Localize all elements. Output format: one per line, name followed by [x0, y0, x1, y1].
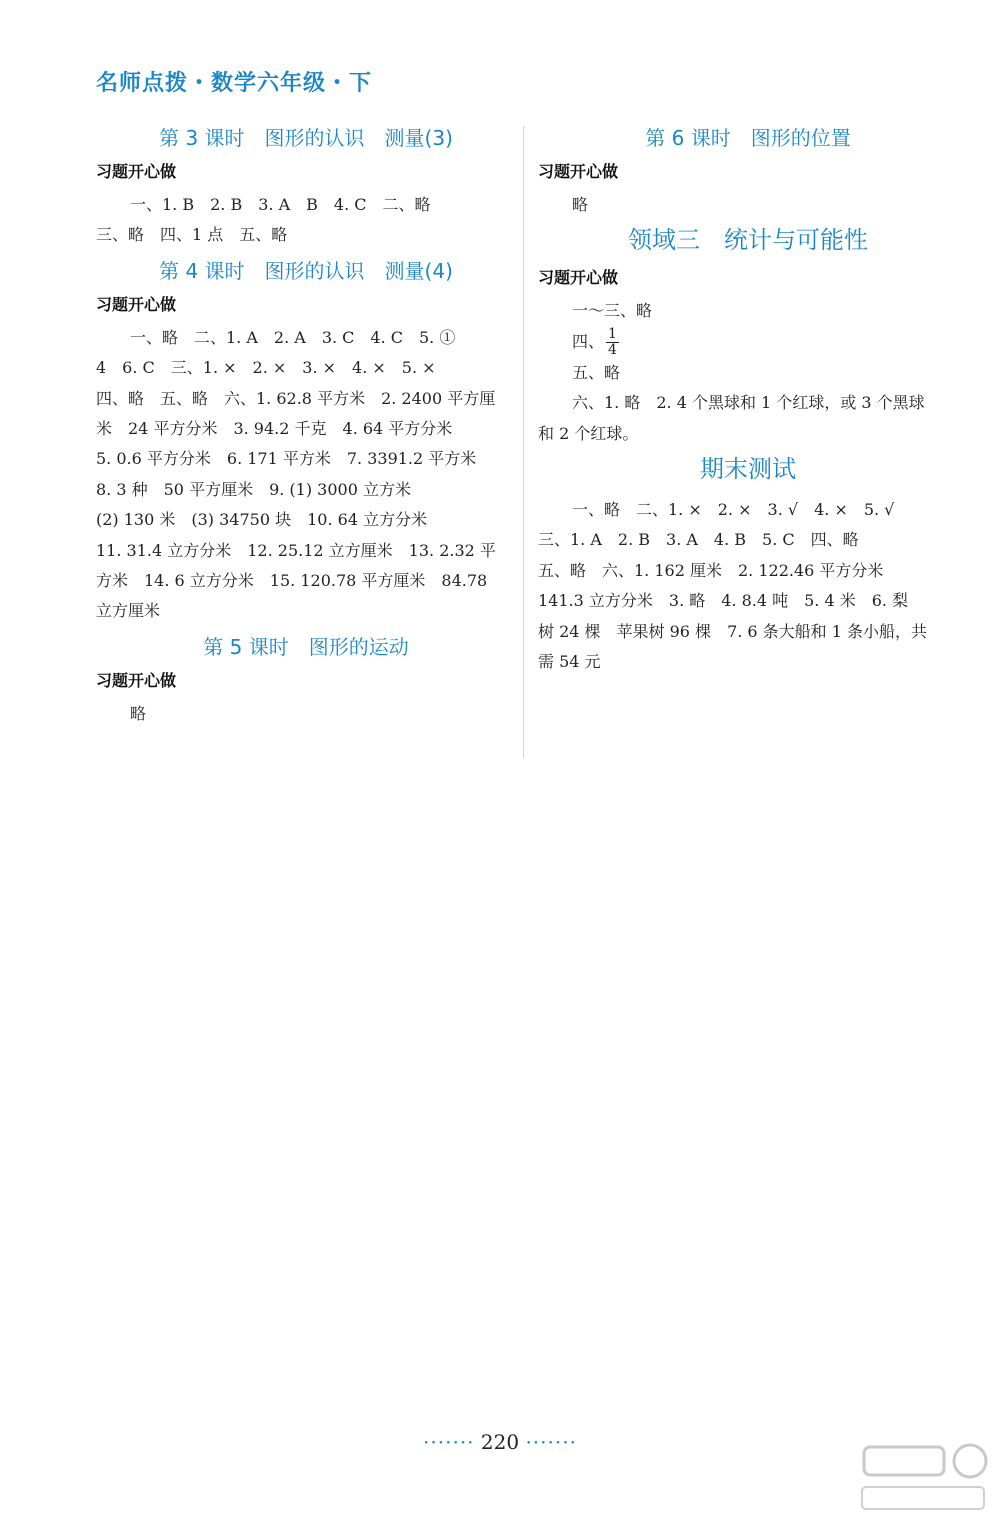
- lesson-4-subheading: 习题开心做: [96, 294, 177, 314]
- footer-dots-right: ·······: [525, 1430, 577, 1454]
- fraction-numerator: 1: [608, 325, 617, 342]
- lesson-4-line-10: 立方厘米: [96, 601, 161, 621]
- domain-3-line-5: 和 2 个红球。: [538, 423, 639, 443]
- final-test-title: 期末测试: [700, 455, 796, 484]
- footer-dots-left: ·······: [423, 1430, 475, 1454]
- fraction-denominator: 4: [608, 341, 617, 358]
- domain-3-line-4: 六、1. 略 2. 4 个黑球和 1 个红球，或 3 个黑球: [572, 393, 925, 413]
- right-column: [538, 118, 958, 677]
- lesson-4-line-3: 四、略 五、略 六、1. 62.8 平方米 2. 2400 平方厘: [96, 388, 496, 408]
- final-test-line-2: 三、1. A 2. B 3. A 4. B 5. C 四、略: [538, 530, 859, 550]
- lesson-6-line-1: 略: [572, 195, 589, 214]
- page-header: 名师点拨・数学六年级・下: [96, 71, 373, 96]
- column-divider: [523, 126, 524, 758]
- lesson-4-line-4: 米 24 平方分米 3. 94.2 千克 4. 64 平方分米: [96, 419, 453, 439]
- lesson-4-line-6: 8. 3 种 50 平方厘米 9. (1) 3000 立方米: [96, 479, 411, 499]
- page-footer: [0, 1430, 1000, 1454]
- lesson-5-line-1: 略: [130, 703, 147, 723]
- domain-3-title: 领域三 统计与可能性: [628, 226, 868, 255]
- lesson-4-line-1: 一、略 二、1. A 2. A 3. C 4. C 5. ①: [130, 327, 456, 347]
- lesson-5-subheading: 习题开心做: [96, 670, 177, 690]
- fraction: [606, 327, 619, 358]
- final-test-line-4: 141.3 立方分米 3. 略 4. 8.4 吨 5. 4 米 6. 梨: [538, 591, 909, 611]
- domain-3-line-3: 五、略: [572, 362, 621, 382]
- lesson-6-subheading: 习题开心做: [538, 162, 619, 181]
- domain-3-line-2: [538, 327, 958, 358]
- domain-3-line-1: 一～三、略: [572, 301, 653, 321]
- domain-3-line-2-prefix: 四、: [572, 331, 605, 351]
- watermark-logo: [858, 1435, 988, 1515]
- final-test-line-1: 一、略 二、1. × 2. × 3. √ 4. × 5. √: [572, 500, 895, 520]
- lesson-3-line-2: 三、略 四、1 点 五、略: [96, 225, 288, 245]
- lesson-4-line-8: 11. 31.4 立方分米 12. 25.12 立方厘米 13. 2.32 平: [96, 540, 496, 560]
- lesson-6-title: 第 6 课时 图形的位置: [645, 126, 851, 150]
- lesson-4-line-7: (2) 130 米 (3) 34750 块 10. 64 立方分米: [96, 510, 428, 530]
- lesson-5-title: 第 5 课时 图形的运动: [203, 634, 409, 659]
- domain-3-subheading: 习题开心做: [538, 268, 619, 288]
- page-number: 220: [480, 1430, 520, 1454]
- final-test-line-5: 树 24 棵 苹果树 96 棵 7. 6 条大船和 1 条小船，共: [538, 621, 928, 641]
- lesson-4-line-5: 5. 0.6 平方分米 6. 171 平方米 7. 3391.2 平方米: [96, 449, 477, 469]
- lesson-4-title: 第 4 课时 图形的认识 测量(4): [159, 258, 453, 283]
- lesson-3-line-1: 一、1. B 2. B 3. A B 4. C 二、略: [130, 195, 431, 214]
- final-test-line-3: 五、略 六、1. 162 厘米 2. 122.46 平方分米: [538, 560, 884, 580]
- final-test-line-6: 需 54 元: [538, 652, 601, 672]
- lesson-3-title: 第 3 课时 图形的认识 测量(3): [159, 126, 453, 150]
- left-column: [96, 118, 516, 729]
- lesson-3-subheading: 习题开心做: [96, 162, 177, 181]
- lesson-4-line-2: 4 6. C 三、1. × 2. × 3. × 4. × 5. ×: [96, 358, 436, 378]
- lesson-4-line-9: 方米 14. 6 立方分米 15. 120.78 平方厘米 84.78: [96, 571, 488, 591]
